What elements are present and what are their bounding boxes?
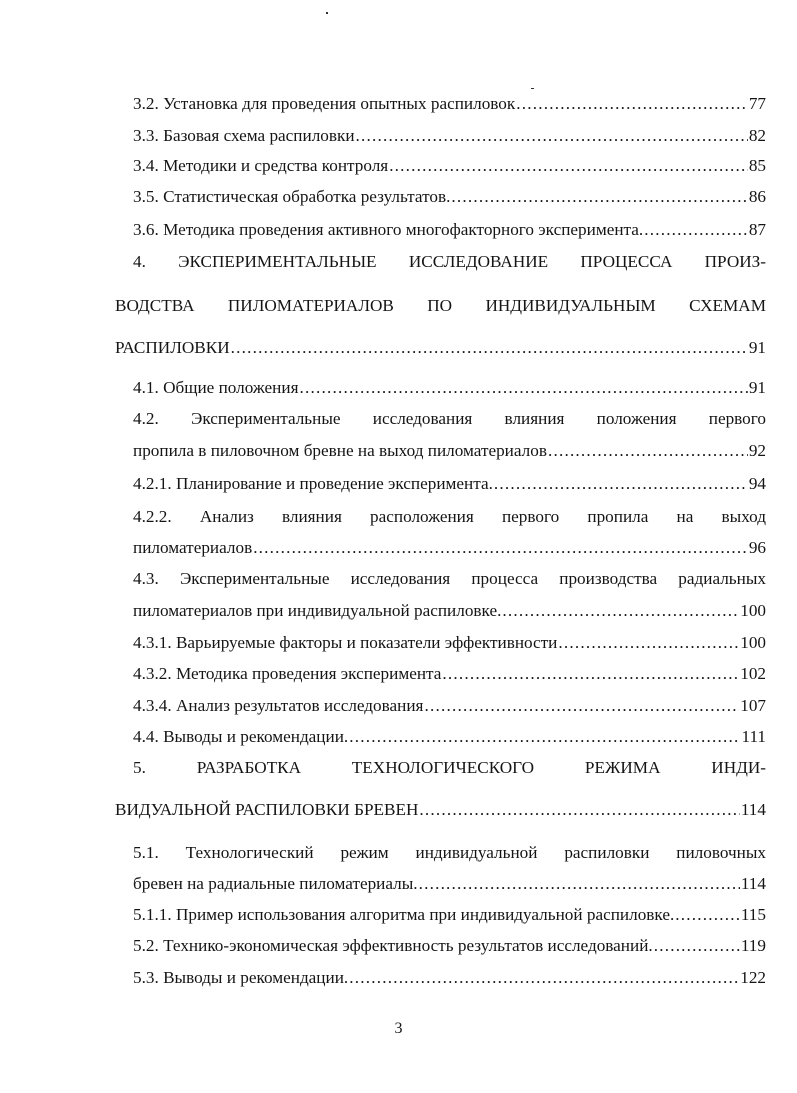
toc-entry — [133, 568, 766, 590]
toc-entry — [133, 663, 766, 685]
toc-entry — [115, 337, 766, 359]
toc-entry — [133, 155, 766, 177]
toc-entry — [133, 873, 766, 895]
toc-entry-page: 91 — [748, 338, 766, 357]
toc-entry-title: пропила в пиловочном бревне на выход пиломатериалов — [133, 441, 547, 460]
scan-speck — [531, 88, 534, 89]
toc-entry-page: 115 — [740, 905, 766, 924]
dot-leader — [451, 186, 747, 208]
dot-leader — [644, 219, 748, 241]
toc-entry-page: 107 — [740, 696, 766, 715]
dot-leader — [349, 967, 739, 989]
dot-leader — [558, 632, 739, 654]
toc-entry-title: 3.3. Базовая схема распиловки — [133, 126, 355, 145]
toc-entry — [133, 186, 766, 208]
dot-leader — [502, 600, 739, 622]
toc-entry-page: 94 — [748, 474, 766, 493]
toc-entry — [133, 408, 766, 430]
dot-leader — [419, 799, 739, 821]
dot-leader — [299, 377, 747, 399]
toc-entry — [133, 537, 766, 559]
toc-entry — [133, 632, 766, 654]
dot-leader — [253, 537, 748, 559]
toc-entry — [115, 799, 766, 821]
toc-entry-title: 4. ЭКСПЕРИМЕНТАЛЬНЫЕ ИССЛЕДОВАНИЕ ПРОЦЕССА ПРОИЗ- — [133, 252, 766, 271]
toc-entry-title: 4.2. Экспериментальные исследования влияния положения первого — [133, 409, 766, 428]
toc-entry-page: 87 — [748, 220, 766, 239]
toc-entry — [133, 726, 766, 748]
dot-leader — [356, 125, 748, 147]
toc-entry-page: 100 — [740, 633, 766, 652]
toc-entry-page: 122 — [740, 968, 766, 987]
toc-entry — [133, 842, 766, 864]
toc-entry-page: 82 — [748, 126, 766, 145]
toc-entry-page: 91 — [748, 378, 766, 397]
toc-entry — [133, 506, 766, 528]
toc-entry — [133, 473, 766, 495]
toc-entry — [133, 967, 766, 989]
toc-entry-title: 4.2.1. Планирование и проведение эксперимента. — [133, 474, 493, 493]
toc-entry-title: 4.3.1. Варьируемые факторы и показатели эффективности — [133, 633, 558, 652]
dot-leader — [494, 473, 748, 495]
toc-entry — [133, 757, 766, 779]
toc-entry-title: 5.1.1. Пример использования алгоритма при индивидуальной распиловке. — [133, 905, 675, 924]
toc-entry-page: 85 — [748, 156, 766, 175]
toc-entry — [133, 219, 766, 241]
toc-entry-title: пиломатериалов при индивидуальной распиловке. — [133, 601, 502, 620]
dot-leader — [442, 663, 739, 685]
toc-entry — [133, 695, 766, 717]
toc-entry-page: 114 — [740, 874, 766, 893]
toc-entry-title: пиломатериалов — [133, 538, 253, 557]
toc-entry-title: 3.2. Установка для проведения опытных распиловок — [133, 94, 516, 113]
toc-entry — [133, 93, 766, 115]
toc-entry-page: 119 — [740, 936, 766, 955]
dot-leader — [424, 695, 739, 717]
dot-leader — [516, 93, 748, 115]
toc-entry-title: 5.3. Выводы и рекомендации. — [133, 968, 349, 987]
scan-speck — [326, 12, 328, 14]
toc-entry-title: 4.3. Экспериментальные исследования процесса производства радиальных — [133, 569, 766, 588]
toc-entry — [133, 251, 766, 273]
dot-leader — [419, 873, 740, 895]
toc-entry-title: 4.4. Выводы и рекомендации. — [133, 727, 349, 746]
toc-entry-page: 114 — [740, 800, 766, 819]
toc-entry-title: 3.4. Методики и средства контроля — [133, 156, 389, 175]
toc-entry — [133, 377, 766, 399]
toc-entry-title: РАСПИЛОВКИ — [115, 338, 230, 357]
toc-entry-title: 3.5. Статистическая обработка результатов. — [133, 187, 451, 206]
toc-entry-title: ВИДУАЛЬНОЙ РАСПИЛОВКИ БРЕВЕН — [115, 800, 419, 819]
dot-leader — [231, 337, 748, 359]
toc-entry — [133, 600, 766, 622]
dot-leader — [548, 440, 748, 462]
toc-entry-title: 4.2.2. Анализ влияния расположения первого пропила на выход — [133, 507, 766, 526]
dot-leader — [389, 155, 748, 177]
toc-entry-title: бревен на радиальные пиломатериалы. — [133, 874, 418, 893]
toc-entry-page: 86 — [748, 187, 766, 206]
page-number: 3 — [394, 1020, 403, 1037]
toc-entry — [133, 125, 766, 147]
dot-leader — [349, 726, 740, 748]
toc-entry-page: 96 — [748, 538, 766, 557]
toc-entry-page: 100 — [740, 601, 766, 620]
dot-leader — [654, 935, 740, 957]
toc-entry-title: 4.3.4. Анализ результатов исследования — [133, 696, 424, 715]
toc-entry — [133, 935, 766, 957]
toc-entry-page: 111 — [741, 727, 766, 746]
toc-entry — [133, 440, 766, 462]
toc-entry-title: 4.1. Общие положения — [133, 378, 299, 397]
dot-leader — [675, 904, 740, 926]
toc-entry-title: 4.3.2. Методика проведения эксперимента — [133, 664, 442, 683]
toc-entry-title: 5.1. Технологический режим индивидуальной распиловки пиловочных — [133, 843, 766, 862]
toc-entry-page: 92 — [748, 441, 766, 460]
toc-entry-title: ВОДСТВА ПИЛОМАТЕРИАЛОВ ПО ИНДИВИДУАЛЬНЫМ СХЕМАМ — [115, 296, 766, 315]
toc-entry-page: 77 — [748, 94, 766, 113]
toc-entry — [133, 904, 766, 926]
toc-entry-title: 5. РАЗРАБОТКА ТЕХНОЛОГИЧЕСКОГО РЕЖИМА ИНДИ- — [133, 758, 766, 777]
toc-entry-page: 102 — [740, 664, 766, 683]
toc-entry-title: 5.2. Технико-экономическая эффективность результатов исследований. — [133, 936, 653, 955]
toc-entry-title: 3.6. Методика проведения активного многофакторного эксперимента. — [133, 220, 644, 239]
toc-entry — [115, 295, 766, 317]
